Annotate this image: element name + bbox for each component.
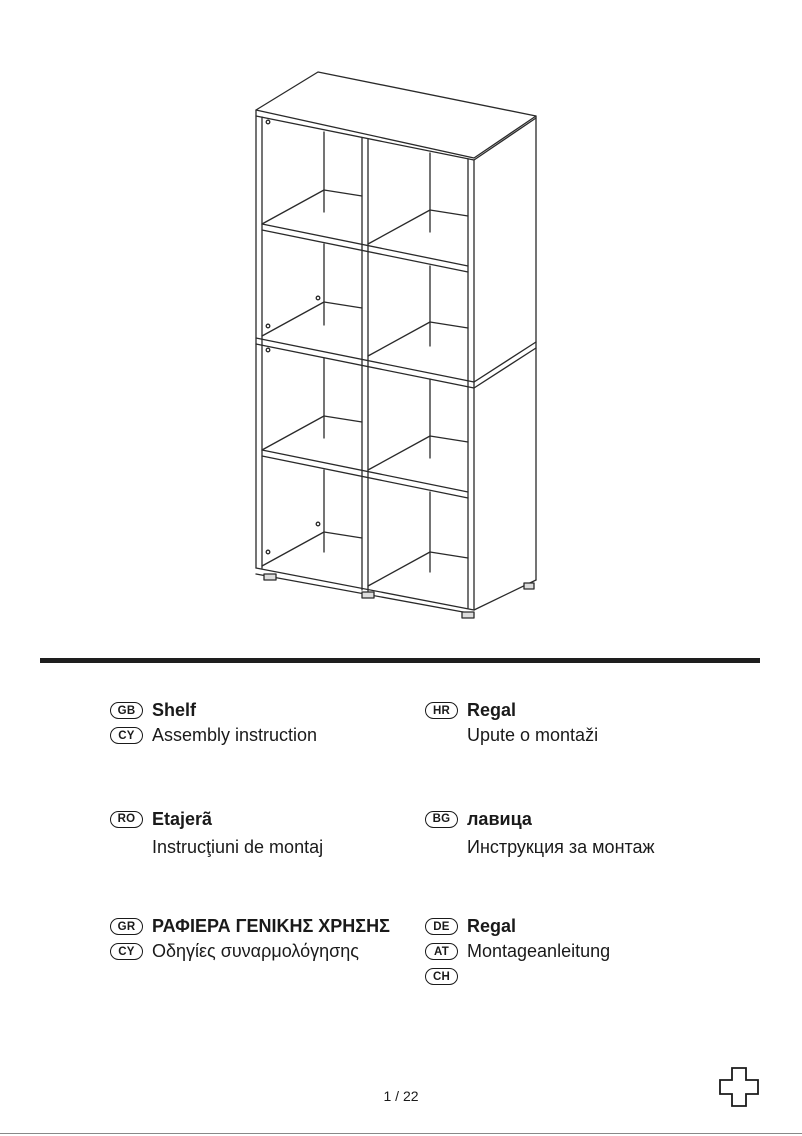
country-badge: GB: [110, 702, 143, 719]
page-number: 1 / 22: [383, 1088, 419, 1104]
page-bottom-edge: [0, 1133, 802, 1134]
entry-title-line: [110, 914, 390, 939]
entry-title-line: [425, 914, 610, 939]
entry-sub-line: [425, 832, 655, 862]
instruction-label: Инструкция за монтаж: [467, 836, 655, 857]
entry-sub-line: [110, 723, 317, 748]
country-badge: AT: [425, 943, 458, 960]
country-badge: BG: [425, 811, 458, 828]
country-badge: HR: [425, 702, 458, 719]
country-badge: RO: [110, 811, 143, 828]
country-badge: DE: [425, 918, 458, 935]
entry-sub-line: [425, 723, 598, 748]
entry-sub-line: [110, 939, 390, 964]
entry-sub-line: [110, 832, 323, 862]
entry-bg: [425, 806, 655, 862]
entry-title-line: [425, 698, 598, 723]
country-badge: CY: [110, 943, 143, 960]
instruction-label: Instrucţiuni de montaj: [152, 836, 324, 857]
product-name: Regal: [467, 916, 517, 936]
entry-title-line: [110, 806, 323, 832]
product-name: Regal: [467, 700, 517, 720]
country-badge: CY: [110, 727, 143, 744]
swiss-cross-icon: [718, 1066, 760, 1108]
product-name: лавица: [467, 808, 532, 829]
product-name: Etajerã: [152, 808, 213, 829]
section-divider: [40, 658, 760, 663]
entry-ro: [110, 806, 323, 862]
instruction-label: Montageanleitung: [467, 941, 611, 961]
entry-gr: [110, 914, 390, 964]
entry-de: [425, 914, 610, 989]
country-badge: GR: [110, 918, 143, 935]
product-name: Shelf: [152, 700, 197, 720]
instruction-label: Assembly instruction: [152, 725, 318, 745]
entry-gb: [110, 698, 317, 748]
entry-title-line: [110, 698, 317, 723]
entry-hr: [425, 698, 598, 748]
instruction-label: Upute o montaži: [467, 725, 599, 745]
shelf-illustration: [230, 60, 560, 630]
entry-extra-line: [425, 964, 610, 989]
entry-title-line: [425, 806, 655, 832]
product-name: ΡΑΦΙΕΡΑ ΓΕΝΙΚΗΣ ΧΡΗΣΗΣ: [152, 916, 390, 936]
instruction-label: Οδηγίες συναρμολόγησης: [152, 941, 359, 961]
entry-sub-line: [425, 939, 610, 964]
country-badge: CH: [425, 968, 458, 985]
